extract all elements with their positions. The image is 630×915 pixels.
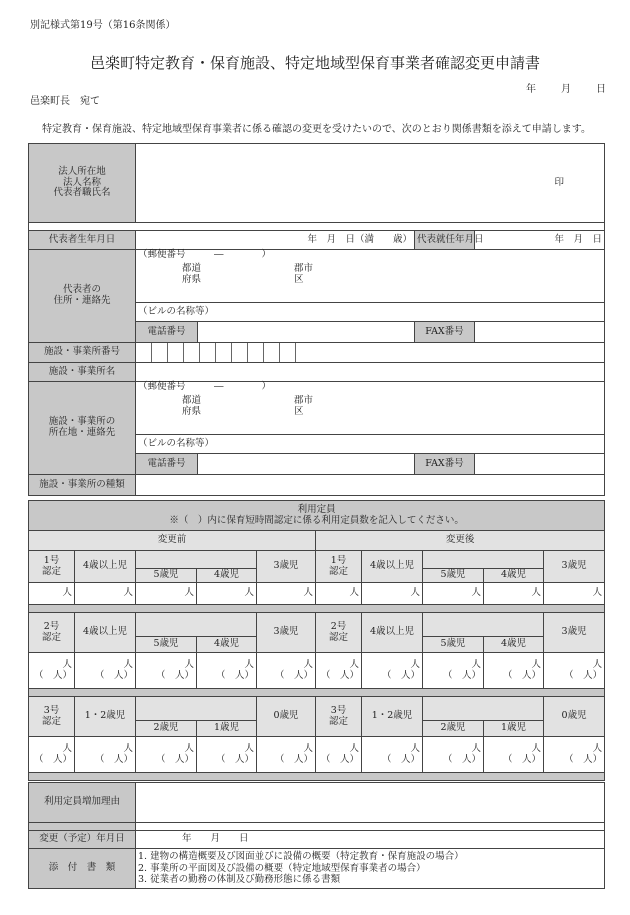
date-year-label: 年 [526,84,536,95]
facility-fax-field[interactable] [475,454,605,475]
before-label: 変更前 [29,531,316,551]
cert3-before-total[interactable]: 人 （ 人） [29,737,75,773]
facility-type-label: 施設・事業所の種類 [29,475,136,496]
change-date-label: 変更（予定）年月日 [29,831,136,849]
cert2-before-total[interactable]: 人 （ 人） [29,653,75,689]
addressee: 邑楽町長 宛て [30,96,100,107]
application-date[interactable] [526,80,606,95]
age5-label: 5歳児 [423,637,484,653]
facility-fax-label: FAX番号 [415,454,475,475]
date-month-label: 月 [561,84,571,95]
age4-label: 4歳児 [484,637,544,653]
cert3-after-1[interactable]: 人 （ 人） [484,737,544,773]
cert2-before-3[interactable]: 人 （ 人） [257,653,316,689]
age0-label: 0歳児 [257,697,316,737]
cert2-after-5[interactable]: 人 （ 人） [423,653,484,689]
facility-address-label: 施設・事業所の 所在地・連絡先 [29,382,136,475]
cert2-label-after: 2号 認定 [316,613,362,653]
age4-label: 4歳児 [197,637,257,653]
attachment-item: 2. 事業所の平面図及び設備の概要（特定地域型保育事業者の場合） [138,862,426,874]
age2-label: 2歳児 [423,721,484,737]
rep-address-field[interactable]: （郵便番号 ― ） 都道 府県 郡市 区 [136,250,605,303]
cert1-label-after: 1号 認定 [316,551,362,583]
form-number: 別記様式第19号（第16条関係） [30,20,176,31]
cert2-before-5[interactable]: 人 （ 人） [136,653,197,689]
facility-phone-label: 電話番号 [136,454,198,475]
cert3-label-after: 3号 認定 [316,697,362,737]
age12-label: 1・2歳児 [362,697,423,737]
rep-phone-label: 電話番号 [136,322,198,343]
reason-field[interactable] [136,783,605,823]
cert3-label-before: 3号 認定 [29,697,75,737]
age1-label: 1歳児 [484,721,544,737]
cert3-after-0[interactable]: 人 （ 人） [544,737,605,773]
cert1-before-5[interactable]: 人 [136,583,197,605]
corp-label: 法人所在地 法人名称 代表者職氏名 [29,144,136,223]
facility-building-field[interactable]: （ビルの名称等） [136,435,605,454]
cert1-before-3[interactable]: 人 [257,583,316,605]
facility-number-label: 施設・事業所番号 [29,343,136,363]
cert1-label-before: 1号 認定 [29,551,75,583]
facility-name-field[interactable] [136,363,605,382]
cert3-before-2[interactable]: 人 （ 人） [136,737,197,773]
facility-name-label: 施設・事業所名 [29,363,136,382]
cert1-after-5[interactable]: 人 [423,583,484,605]
cert1-before-4plus[interactable]: 人 [75,583,136,605]
attachments-list [136,849,605,889]
cert3-after-2[interactable]: 人 （ 人） [423,737,484,773]
rep-term-label: 代表就任年月日 [415,231,475,250]
age4-label: 4歳児 [484,569,544,583]
age5-label: 5歳児 [136,569,197,583]
age1-label: 1歳児 [197,721,257,737]
seal-mark: 印 [554,176,565,188]
cert1-after-3[interactable]: 人 [544,583,605,605]
cert1-before-4[interactable]: 人 [197,583,257,605]
cert2-after-total[interactable]: 人 （ 人） [316,653,362,689]
page-title: 邑楽町特定教育・保育施設、特定地域型保育事業者確認変更申請書 [89,54,540,72]
change-date-field[interactable]: 年 月 日 [136,831,605,849]
rep-address-label: 代表者の 住所・連絡先 [29,250,136,343]
age4plus-label: 4歳以上児 [75,613,136,653]
age0-label: 0歳児 [544,697,605,737]
age2-label: 2歳児 [136,721,197,737]
intro-text: 特定教育・保育施設、特定地域型保育事業者に係る確認の変更を受けたいので、次のとおり関係書類を添えて申請します。 [42,124,591,135]
cert3-before-0[interactable]: 人 （ 人） [257,737,316,773]
age4-label: 4歳児 [197,569,257,583]
cert2-before-4[interactable]: 人 （ 人） [197,653,257,689]
age4plus-label: 4歳以上児 [75,551,136,583]
rep-term-field[interactable]: 年 月 日 [475,231,605,250]
age3-label: 3歳児 [257,551,316,583]
age4plus-label: 4歳以上児 [362,551,423,583]
rep-birth-label: 代表者生年月日 [29,231,136,250]
capacity-header: 利用定員 ※（ ）内に保育短時間認定に係る利用定員数を記入してください。 [29,501,605,531]
cert3-before-1[interactable]: 人 （ 人） [197,737,257,773]
capacity-table [28,500,605,781]
cert2-after-4plus[interactable]: 人 （ 人） [362,653,423,689]
age3-label: 3歳児 [544,551,605,583]
cert1-after-4[interactable]: 人 [484,583,544,605]
age3-label: 3歳児 [544,613,605,653]
rep-phone-field[interactable] [198,322,415,343]
cert3-before-12[interactable]: 人 （ 人） [75,737,136,773]
date-day-label: 日 [596,84,606,95]
cert2-after-3[interactable]: 人 （ 人） [544,653,605,689]
rep-fax-field[interactable] [475,322,605,343]
attachments-label: 添 付 書 類 [29,849,136,889]
cert2-before-4plus[interactable]: 人 （ 人） [75,653,136,689]
attachment-item: 1. 建物の構造概要及び図面並びに設備の概要（特定教育・保育施設の場合） [138,850,464,862]
attachment-item: 3. 従業者の勤務の体制及び勤務形態に係る書類 [138,874,341,886]
cert1-after-4plus[interactable]: 人 [362,583,423,605]
rep-birth-field[interactable]: 年 月 日（満 歳） [136,231,415,250]
corp-field[interactable] [136,144,605,223]
rep-fax-label: FAX番号 [415,322,475,343]
cert2-label-before: 2号 認定 [29,613,75,653]
cert2-after-4[interactable]: 人 （ 人） [484,653,544,689]
age3-label: 3歳児 [257,613,316,653]
reason-label: 利用定員増加理由 [29,783,136,823]
age5-label: 5歳児 [136,637,197,653]
after-label: 変更後 [316,531,605,551]
footer-table [28,782,605,889]
facility-phone-field[interactable] [198,454,415,475]
rep-building-field[interactable]: （ビルの名称等） [136,303,605,322]
cert3-after-total[interactable]: 人 （ 人） [316,737,362,773]
facility-address-field[interactable]: （郵便番号 ― ） 都道 府県 郡市 区 [136,382,605,435]
facility-type-field[interactable] [136,475,605,496]
age5-label: 5歳児 [423,569,484,583]
facility-number-field[interactable] [136,343,605,363]
cert1-before-total[interactable]: 人 [29,583,75,605]
applicant-table [28,143,605,496]
age12-label: 1・2歳児 [75,697,136,737]
cert1-after-total[interactable]: 人 [316,583,362,605]
age4plus-label: 4歳以上児 [362,613,423,653]
cert3-after-12[interactable]: 人 （ 人） [362,737,423,773]
